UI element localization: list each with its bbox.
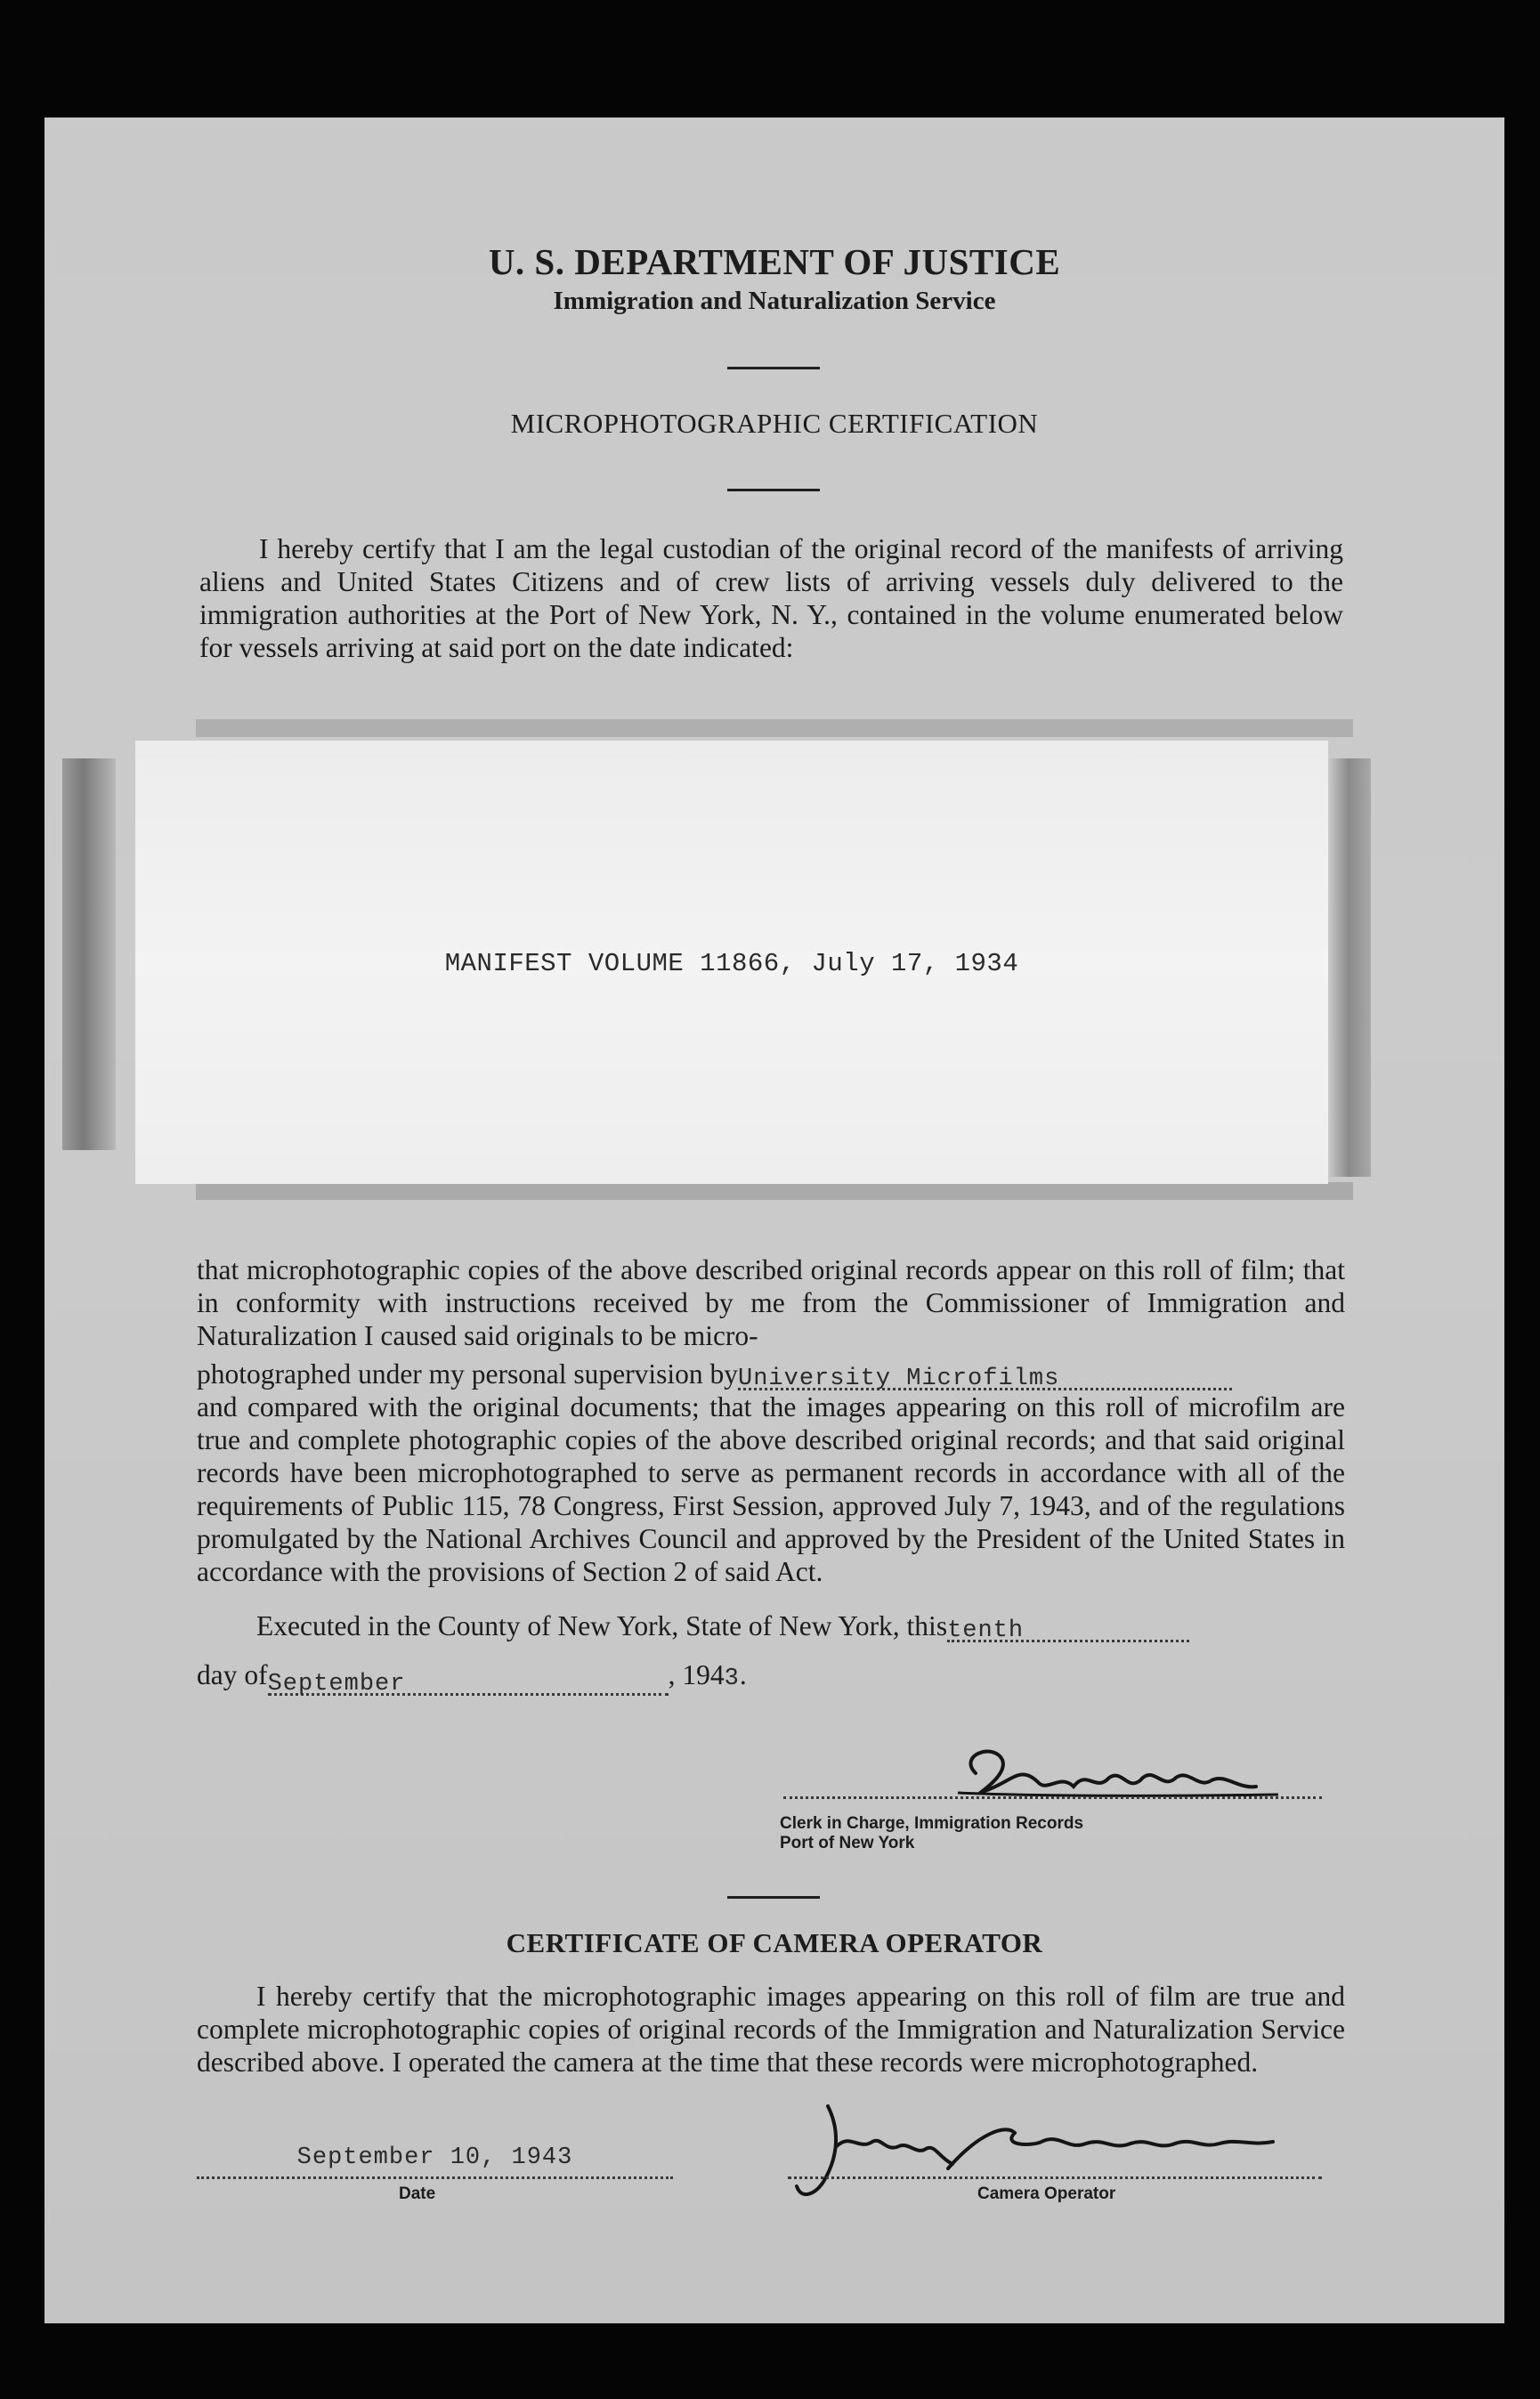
photographer-value: University Microfilms [738, 1366, 1060, 1392]
slip-shadow [1326, 758, 1371, 1177]
divider-rule [727, 1896, 820, 1899]
camera-date-value: September 10, 1943 [296, 2144, 573, 2171]
executed-day-value: tenth [947, 1617, 1025, 1644]
camera-operator-signature-line [788, 2176, 1322, 2179]
camera-date-label: Date [399, 2184, 436, 2203]
clerk-signature-line [783, 1796, 1322, 1799]
certificate-page [45, 118, 1504, 2323]
clerk-signature [904, 1738, 1332, 1818]
year-suffix: . [739, 1659, 747, 1690]
day-of-label: day of [197, 1659, 268, 1690]
divider-rule [727, 489, 820, 491]
camera-date-field [197, 2144, 673, 2179]
camera-statement: I hereby certify that the microphotographic images appearing on this roll of film are true and complete microphotographic copies of original records of the Immigration and Naturalization Service described above. I operated the camera at the time that these records were microphotographed. [197, 1981, 1345, 2078]
manifest-volume-slip [135, 741, 1328, 1184]
slip-shadow [196, 1182, 1353, 1200]
executed-month-field [268, 1664, 669, 1696]
executed-prefix: Executed in the County of New York, State of New York, this [256, 1610, 948, 1641]
slip-shadow [196, 719, 1353, 737]
executed-line [197, 1609, 1345, 1642]
executed-month-value: September [267, 1671, 406, 1698]
certification-body-c: and compared with the original documents; that the images appearing on this roll of microfilm are true and complete photographic copies of the above described original records; and that said original records have been microphotographed to serve as permanent records in accordance with all of the requirements of Public 115, 78 Congress, First Session, approved July 7, 1943, and of the regulations promulgated by the National Archives Council and approved by the President of the United States in accordance with the provisions of Section 2 of said Act. [197, 1391, 1345, 1587]
certification-body-a: that microphotographic copies of the above described original records appear on this roll of film; that in conformity with instructions received by me from the Commissioner of Immigration and Naturalization I caused said originals to be micro- [197, 1254, 1345, 1351]
executed-day-field [947, 1610, 1189, 1642]
divider-rule [727, 367, 820, 369]
slip-shadow [62, 758, 116, 1150]
supervision-prefix: photographed under my personal supervision by [197, 1358, 739, 1390]
camera-operator-label: Camera Operator [977, 2184, 1116, 2203]
day-of-line [197, 1658, 1345, 1696]
supervision-line [197, 1358, 1345, 1390]
year-digit: 3 [724, 1666, 740, 1692]
form-title: MICROPHOTOGRAPHIC CERTIFICATION [510, 408, 1039, 439]
year-prefix: , 194 [668, 1659, 725, 1690]
clerk-title-line2: Port of New York [780, 1834, 915, 1852]
certification-body [197, 1253, 1345, 1696]
certification-intro: I hereby certify that I am the legal custodian of the original record of the manifests of arriving aliens and United States Citizens and of crew lists of arriving vessels duly delivered to the immigration authorities at the Port of New York, N. Y., contained in the volume enumerated below for vessels arriving at said port on the date indicated: [199, 533, 1343, 663]
manifest-volume-text: MANIFEST VOLUME 11866, July 17, 1934 [444, 949, 1019, 978]
camera-certificate-title: CERTIFICATE OF CAMERA OPERATOR [506, 1927, 1043, 1958]
clerk-title-line1: Clerk in Charge, Immigration Records [780, 1814, 1084, 1833]
department-heading: U. S. DEPARTMENT OF JUSTICE [488, 241, 1061, 282]
photographer-field [738, 1358, 1232, 1390]
service-subheading: Immigration and Naturalization Service [553, 287, 996, 315]
